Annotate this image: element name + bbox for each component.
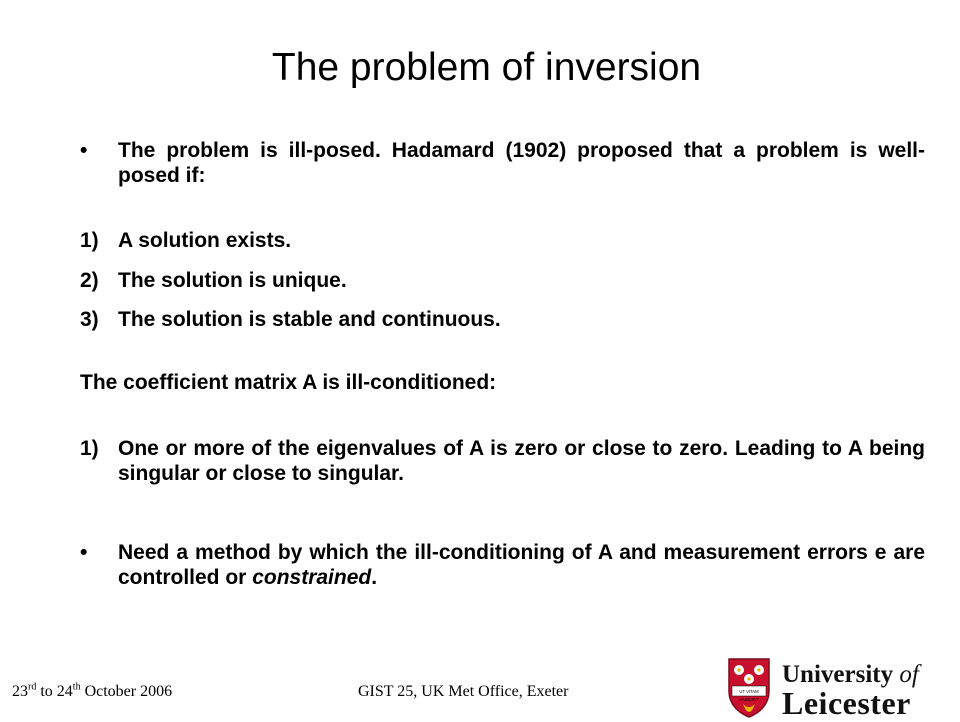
footer-event: GIST 25, UK Met Office, Exeter [358,683,569,700]
svg-text:HABEANT: HABEANT [739,697,759,702]
bullet-text [118,540,925,590]
bullet-marker: • [80,541,88,564]
condition-item [80,228,925,253]
condition-text: The solution is unique. [118,269,347,292]
ill-conditioned-item [80,436,925,486]
bullet-marker: • [80,139,88,162]
date-start-suffix: rd [28,681,37,693]
list-number: 1) [80,437,99,460]
logo-university-line: University of [782,661,919,688]
date-end-suffix: th [72,681,81,693]
shield-icon [726,657,772,719]
bullet-text-end: . [371,566,378,589]
date-to: to 24 [36,683,73,700]
university-logo [726,657,958,720]
svg-text:UT VITAM: UT VITAM [739,689,759,694]
slide-title: The problem of inversion [271,46,702,89]
footer-date [12,683,172,701]
coefficient-heading-text: The coefficient matrix A is ill-conditioned: [80,371,497,394]
list-number: 1) [80,229,99,252]
bullet-text-main: Need a method by which the ill-conditioning of A and measurement errors e are controlled or [118,541,925,589]
bullet-text: The problem is ill-posed. Hadamard (1902) proposed that a problem is well-posed if: [118,139,925,187]
condition-item [80,268,925,293]
bullet-item [80,540,925,590]
condition-item [80,307,925,332]
date-start: 23 [12,683,28,700]
bullet-item [80,138,925,188]
date-month: October 2006 [80,683,173,700]
ill-conditioned-text: One or more of the eigenvalues of A is zero or close to zero. Leading to A being singular or close to singular. [118,437,925,485]
condition-text: The solution is stable and continuous. [118,308,501,331]
list-number: 2) [80,269,99,292]
list-number: 3) [80,308,99,331]
coefficient-heading [80,370,925,395]
emphasis-text: constrained [252,566,372,589]
logo-leicester-line: Leicester [782,685,911,721]
condition-text: A solution exists. [118,229,292,252]
